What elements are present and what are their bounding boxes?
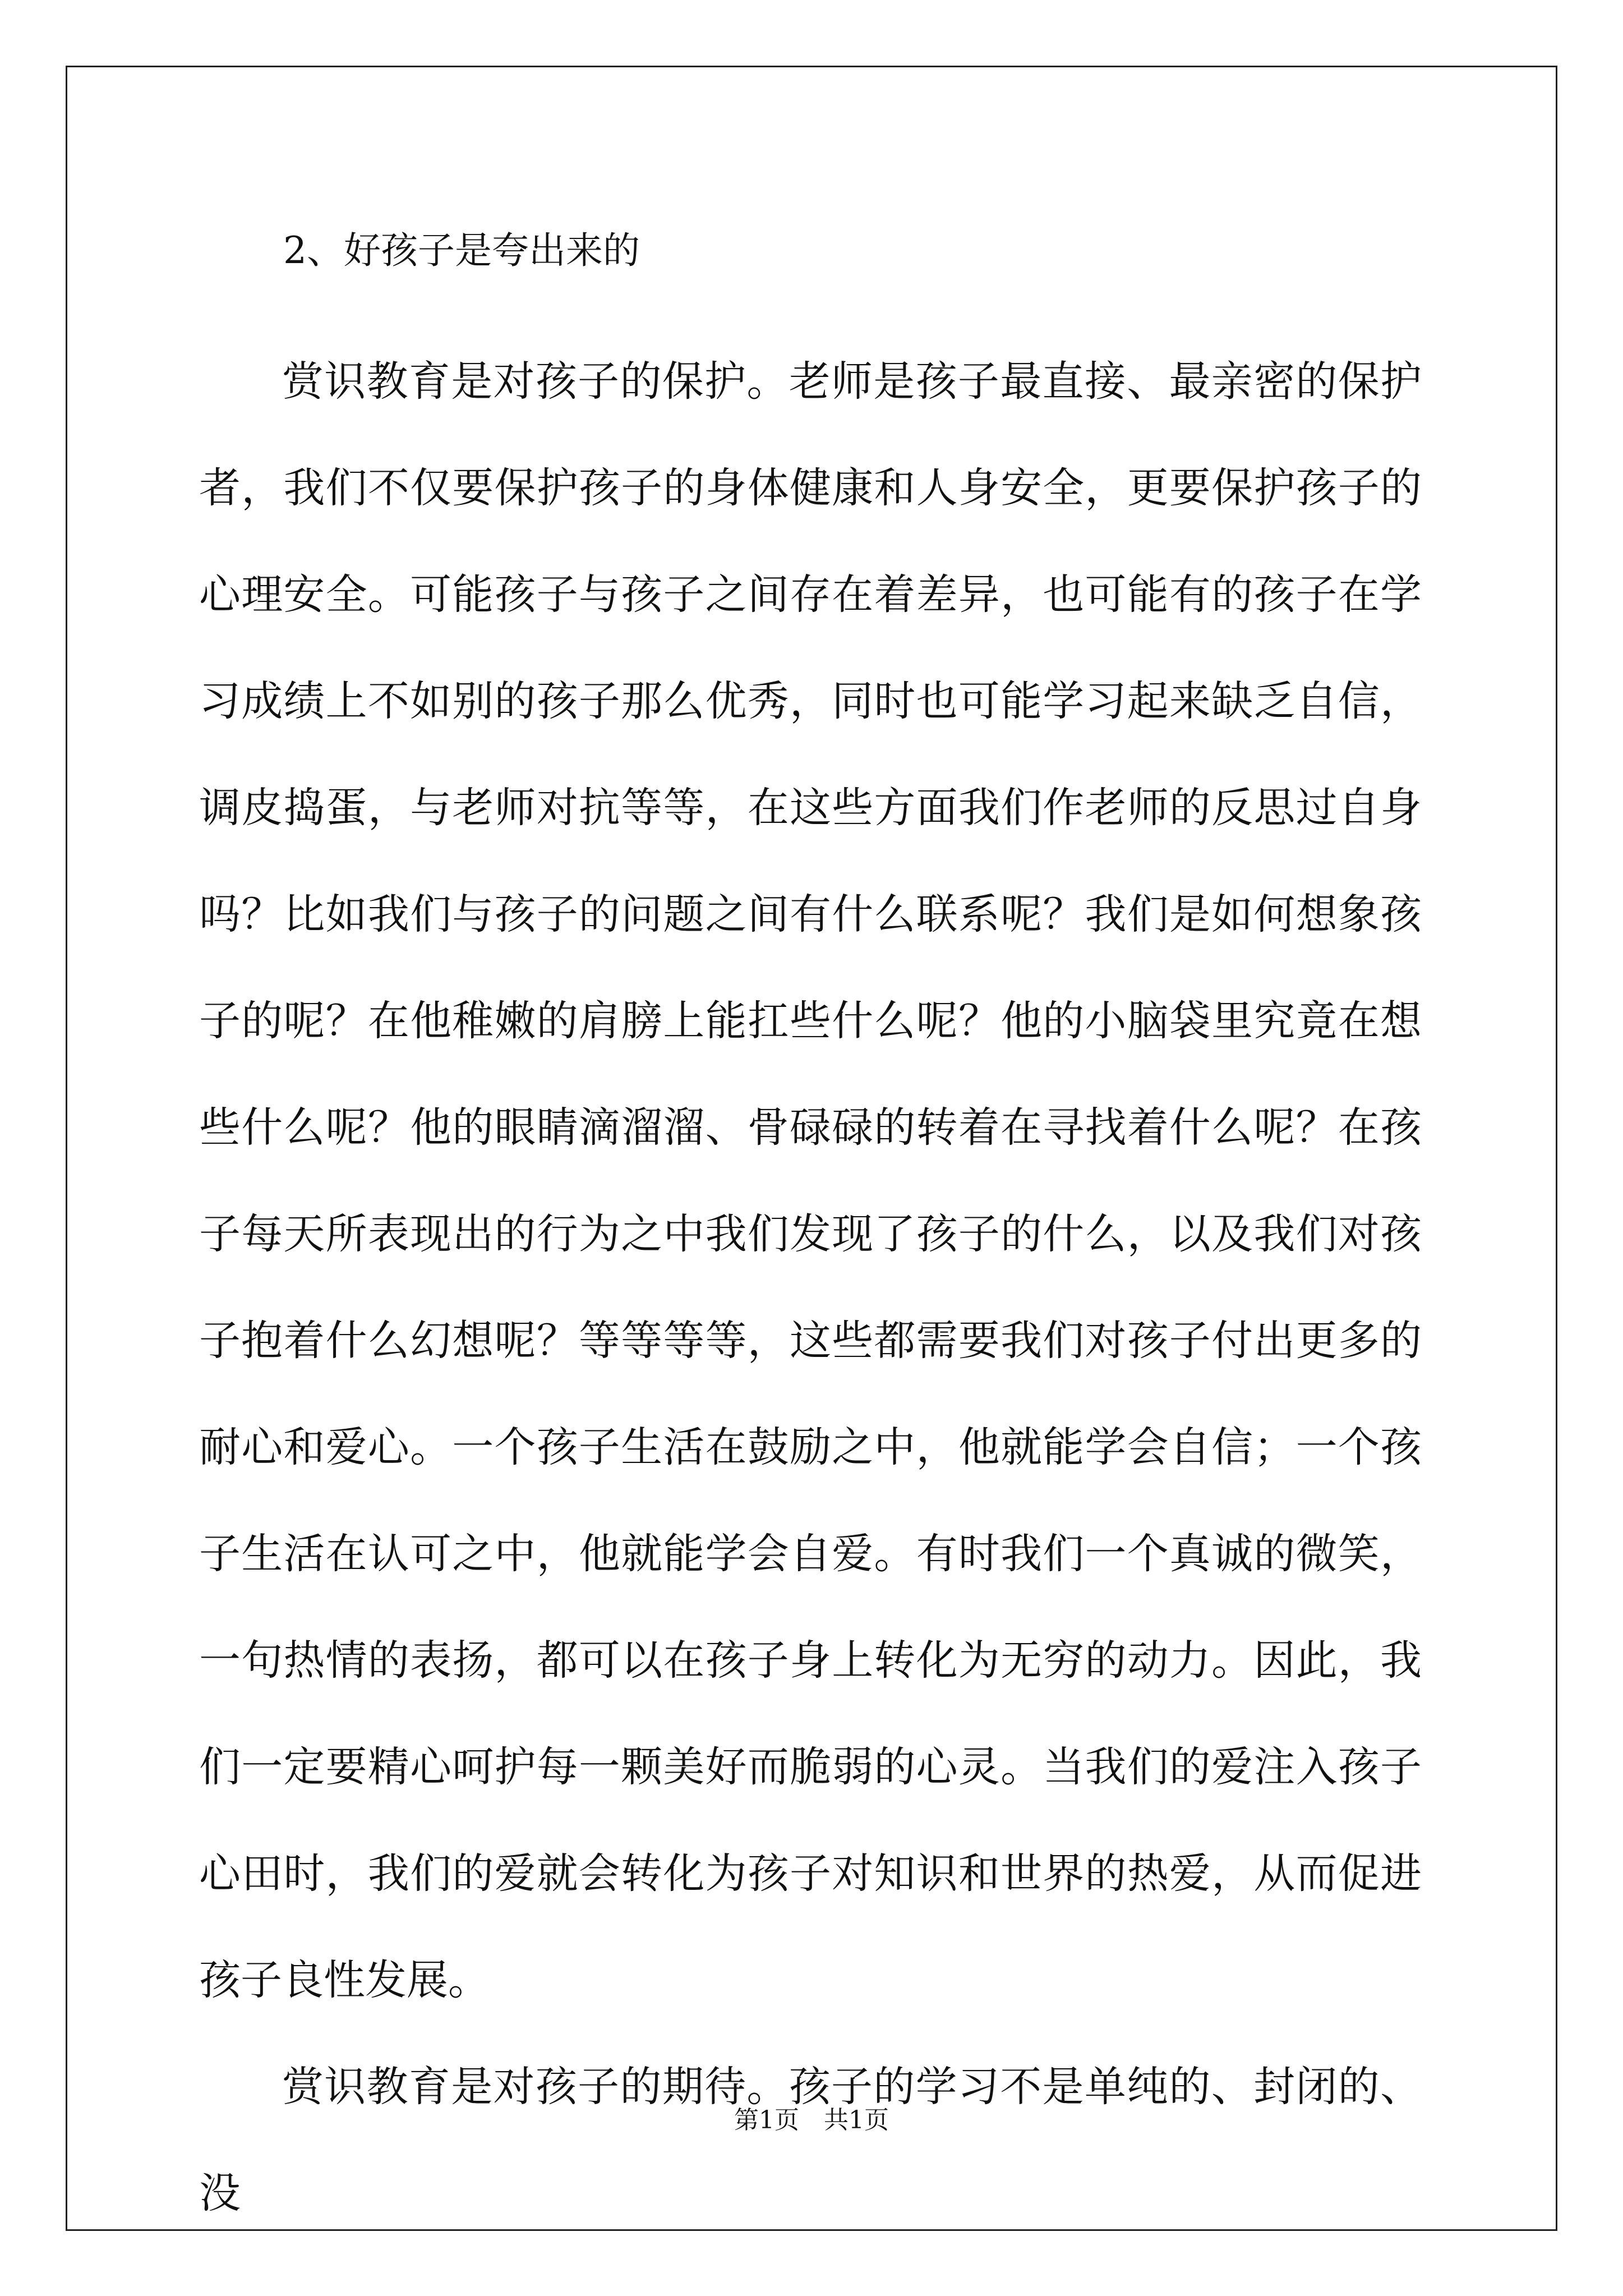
- section-heading: 2、好孩子是夸出来的: [283, 229, 640, 272]
- page-footer: 第1页 共1页: [734, 2106, 889, 2134]
- paragraph-1: 赏识教育是对孩子的保护。老师是孩子最直接、最亲密的保护者，我们不仅要保护孩子的身体健康和人身安全，更要保护孩子的心理安全。可能孩子与孩子之间存在着差异，也可能有的孩子在学习成绩上不如别的孩子那么优秀，同时也可能学习起来缺乏自信，调皮捣蛋，与老师对抗等等，在这些方面我们作老师的反思过自身吗？比如我们与孩子的问题之间有什么联系呢？我们是如何想象孩子的呢？在他稚嫩的肩膀上能扛些什么呢？他的小脑袋里究竟在想些什么呢？他的眼睛滴溜溜、骨碌碌的转着在寻找着什么呢？在孩子每天所表现出的行为之中我们发现了孩子的什么，以及我们对孩子抱着什么幻想呢？等等等等，这些都需要我们对孩子付出更多的耐心和爱心。一个孩子生活在鼓励之中，他就能学会自信；一个孩子生活在认可之中，他就能学会自爱。有时我们一个真诚的微笑，一句热情的表扬，都可以在孩子身上转化为无穷的动力。因此，我们一定要精心呵护每一颗美好而脆弱的心灵。当我们的爱注入孩子心田时，我们的爱就会转化为孩子对知识和世界的热爱，从而促进孩子良性发展。: [199, 357, 1422, 2004]
- document-body: [199, 222, 1422, 2247]
- paragraph-2: 赏识教育是对孩子的期待。孩子的学习不是单纯的、封闭的、没: [199, 2063, 1422, 2217]
